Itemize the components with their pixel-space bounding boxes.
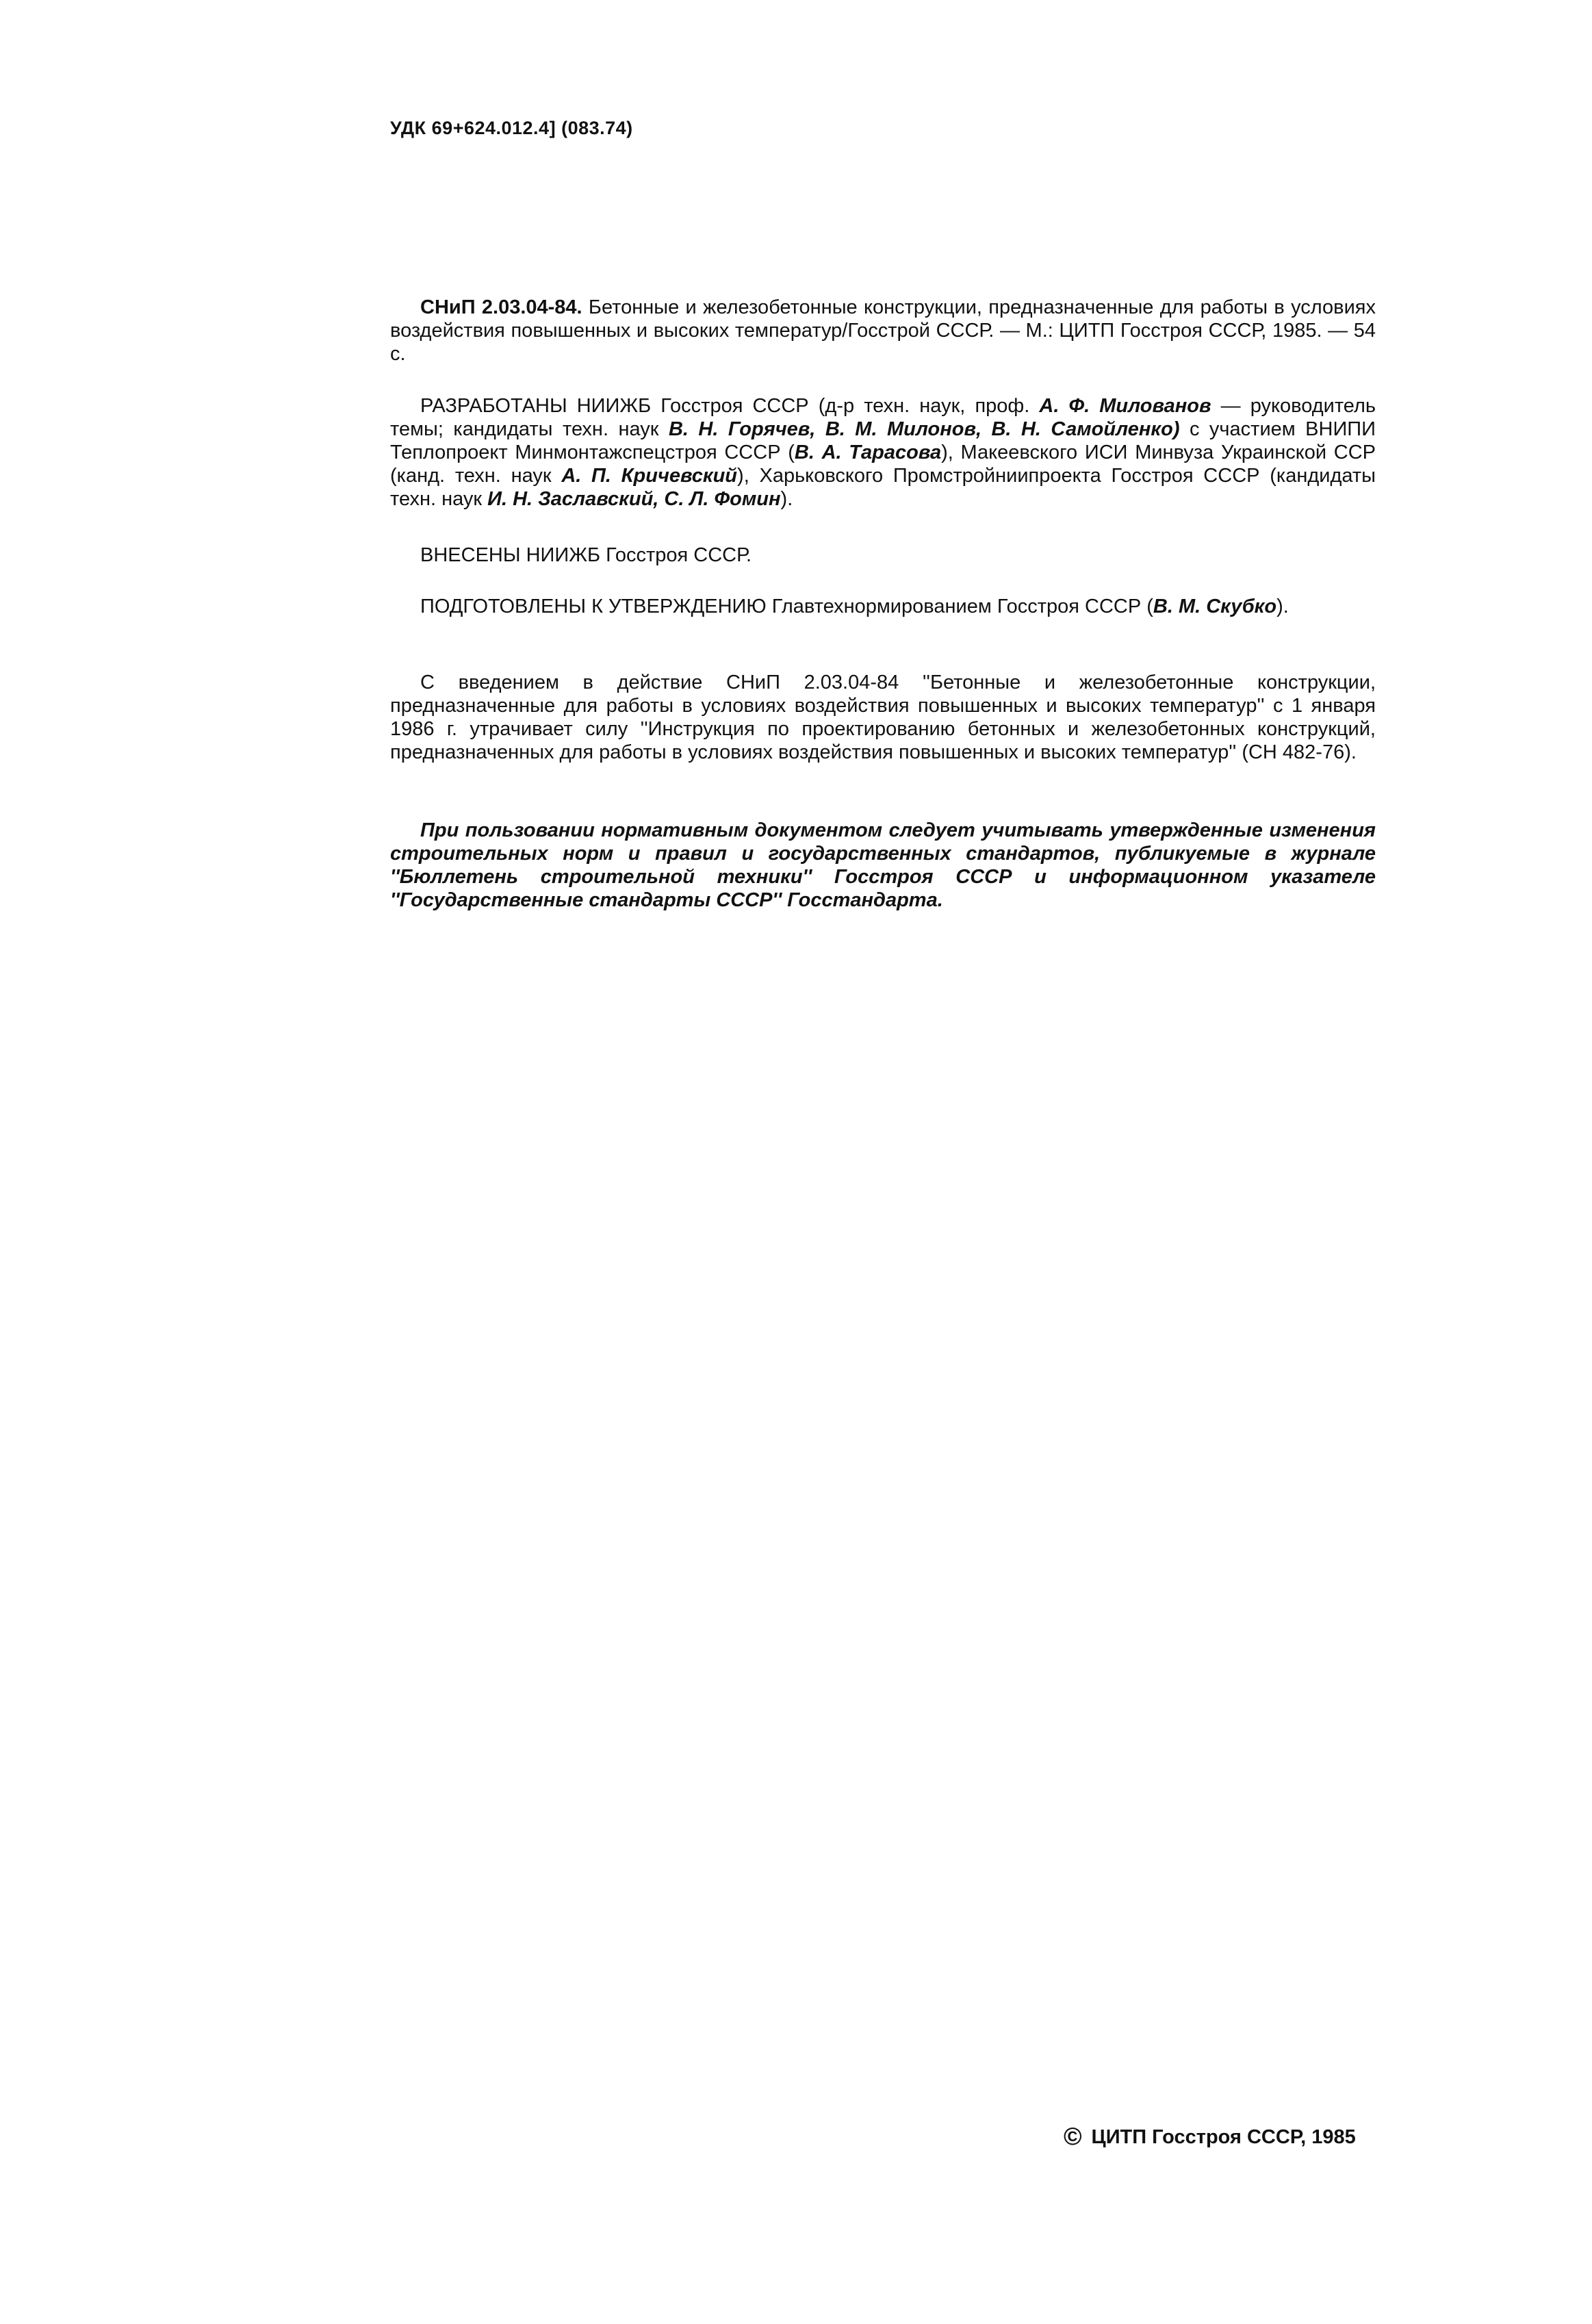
developed-text-2: — руководитель темы; кандидаты техн. наук <box>390 395 1376 440</box>
udk-label: УДК <box>390 118 426 138</box>
developer-name-1: А. Ф. Милованов <box>1039 395 1211 417</box>
developer-name-4: А. П. Кричевский <box>561 465 738 487</box>
annotation-text: Бетонные и железобетонные конструкции, предназначенные для работы в условиях воздействия повышенных и высоких температур/Госстрой СССР. — М.: ЦИТП Госстроя СССР, 1985. — 54 с. <box>390 296 1376 365</box>
document-code: СНиП 2.03.04-84. <box>420 296 582 318</box>
developed-text-6: ). <box>780 488 793 510</box>
developed-text-3: с участием ВНИПИ Теплопроект Минмонтажспецстроя СССР ( <box>390 418 1376 463</box>
developed-paragraph <box>390 394 1376 511</box>
developed-label: РАЗРАБОТАНЫ <box>420 395 567 417</box>
developed-text-5: ), Харьковского Промстройниипроекта Госстроя СССР (кандидаты техн. наук <box>390 465 1376 510</box>
copyright-text: ЦИТП Госстроя СССР, 1985 <box>1091 2126 1356 2148</box>
prepared-paragraph <box>390 595 1376 618</box>
developed-text-4: ), Макеевского ИСИ Минвуза Украинской ССР (канд. техн. наук <box>390 442 1376 487</box>
replacement-paragraph: С введением в действие СНиП 2.03.04-84 ''Бетонные и железобетонные конструкции, предназначенные для работы в условиях воздействия повышенных и высоких температур'' с 1 января 1986 г. утрачивает силу ''Инструкция по проектированию бетонных и железобетонных конструкций, предназначенных для работы в условиях воздействия повышенных и высоких температур'' (СН 482-76). <box>390 672 1376 763</box>
introduced-paragraph <box>390 544 1376 567</box>
introduced-label: ВНЕСЕНЫ <box>420 544 521 566</box>
prepared-label: ПОДГОТОВЛЕНЫ К УТВЕРЖДЕНИЮ <box>420 596 767 617</box>
developer-names-5: И. Н. Заславский, С. Л. Фомин <box>487 488 781 510</box>
prepared-text-1: Главтехнормированием Госстроя СССР ( <box>766 596 1153 617</box>
prepared-text-2: ). <box>1276 596 1289 617</box>
introduced-text: НИИЖБ Госстроя СССР. <box>520 544 752 566</box>
developer-name-3: В. А. Тарасова <box>794 442 942 463</box>
developed-text-1: НИИЖБ Госстроя СССР (д-р техн. наук, проф. <box>567 395 1040 417</box>
udk-line <box>390 118 633 139</box>
copyright-line <box>1064 2122 1356 2151</box>
copyright-symbol: © <box>1064 2122 1082 2150</box>
prepared-name: В. М. Скубко <box>1153 596 1277 617</box>
udk-suffix: (083.74) <box>561 118 633 138</box>
usage-note-paragraph: При пользовании нормативным документом следует учитывать утвержденные изменения строительных норм и правил и государственных стандартов, публикуемые в журнале ''Бюллетень строительной техники'' Госстроя СССР и информационном указателе ''Государственные стандарты СССР'' Госстандарта. <box>390 819 1376 911</box>
udk-code: 69+624.012.4] <box>431 118 556 138</box>
annotation-paragraph <box>390 296 1376 366</box>
developer-names-2: В. Н. Горячев, В. М. Милонов, В. Н. Самойленко) <box>668 418 1180 440</box>
